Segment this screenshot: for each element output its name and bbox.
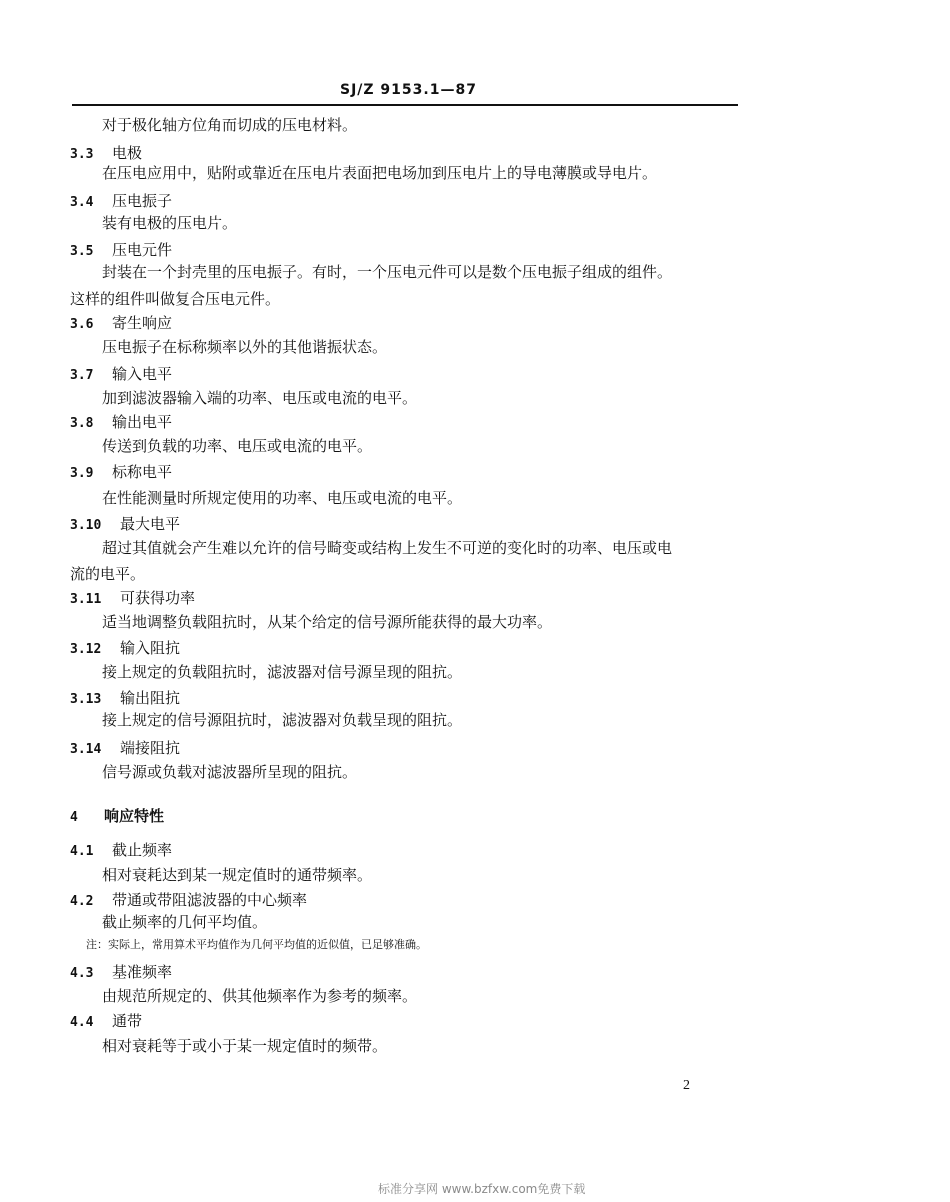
clause-title: 可获得功率 (120, 589, 196, 607)
paragraph-text: 接上规定的负载阻抗时，滤波器对信号源呈现的阻抗。 (102, 663, 463, 681)
clause-title: 输入电平 (112, 365, 173, 383)
paragraph-text: 由规范所规定的、供其他频率作为参考的频率。 (102, 987, 418, 1005)
term-heading (70, 962, 172, 984)
note-text: 注：实际上，常用算术平均值作为几何平均值的近似值，已足够准确。 (86, 938, 427, 951)
paragraph-text: 传送到负载的功率、电压或电流的电平。 (102, 437, 373, 455)
paragraph-text: 在压电应用中，贴附或靠近在压电片表面把电场加到压电片上的导电薄膜或导电片。 (102, 164, 658, 182)
term-heading (70, 364, 172, 386)
clause-title: 响应特性 (104, 807, 165, 825)
clause-title: 寄生响应 (112, 314, 173, 332)
paragraph-text: 加到滤波器输入端的功率、电压或电流的电平。 (102, 389, 418, 407)
clause-title: 基准频率 (112, 963, 173, 981)
clause-number: 3.14 (70, 742, 102, 757)
clause-number: 4.2 (70, 894, 94, 909)
clause-number: 4.3 (70, 966, 94, 981)
clause-title: 标称电平 (112, 463, 173, 481)
paragraph-continuation: 流的电平。 (70, 565, 146, 583)
term-heading (70, 588, 195, 610)
paragraph-text: 装有电极的压电片。 (102, 214, 238, 232)
clause-title: 输入阻抗 (120, 639, 181, 657)
paragraph-text: 超过其值就会产生难以允许的信号畸变或结构上发生不可逆的变化时的功率、电压或电 (102, 539, 673, 557)
clause-title: 压电元件 (112, 241, 173, 259)
clause-number: 3.12 (70, 642, 102, 657)
paragraph-text: 适当地调整负载阻抗时，从某个给定的信号源所能获得的最大功率。 (102, 613, 553, 631)
clause-number: 4 (70, 810, 78, 825)
paragraph-text: 对于极化轴方位角而切成的压电材料。 (102, 116, 358, 134)
clause-title: 输出电平 (112, 413, 173, 431)
header-rule (72, 104, 738, 106)
term-heading (70, 890, 307, 912)
term-heading (70, 638, 180, 660)
term-heading (70, 1011, 142, 1033)
paragraph-text: 相对衰耗达到某一规定值时的通带频率。 (102, 866, 373, 884)
term-heading (70, 462, 172, 484)
term-heading (70, 313, 172, 335)
paragraph-text: 相对衰耗等于或小于某一规定值时的频带。 (102, 1037, 388, 1055)
paragraph-text: 信号源或负载对滤波器所呈现的阻抗。 (102, 763, 358, 781)
clause-number: 3.3 (70, 147, 94, 162)
clause-title: 电极 (112, 144, 143, 162)
clause-number: 4.1 (70, 844, 94, 859)
clause-number: 3.9 (70, 466, 94, 481)
document-code-header: SJ/Z 9153.1—87 (340, 82, 477, 98)
watermark-footer: 标准分享网 www.bzfxw.com免费下载 (378, 1182, 586, 1196)
clause-title: 带通或带阻滤波器的中心频率 (112, 891, 308, 909)
paragraph-text: 封装在一个封壳里的压电振子。有时，一个压电元件可以是数个压电振子组成的组件。 (102, 263, 673, 281)
clause-number: 3.11 (70, 592, 102, 607)
clause-title: 输出阻抗 (120, 689, 181, 707)
clause-title: 最大电平 (120, 515, 181, 533)
term-heading (70, 840, 172, 862)
clause-number: 3.5 (70, 244, 94, 259)
section-heading (70, 806, 164, 828)
clause-number: 3.7 (70, 368, 94, 383)
clause-number: 3.6 (70, 317, 94, 332)
clause-title: 通带 (112, 1012, 143, 1030)
page-number: 2 (683, 1078, 690, 1093)
paragraph-text: 在性能测量时所规定使用的功率、电压或电流的电平。 (102, 489, 463, 507)
clause-number: 3.10 (70, 518, 102, 533)
paragraph-text: 截止频率的几何平均值。 (102, 913, 268, 931)
term-heading (70, 514, 180, 536)
clause-number: 4.4 (70, 1015, 94, 1030)
term-heading (70, 738, 180, 760)
clause-title: 截止频率 (112, 841, 173, 859)
paragraph-continuation: 这样的组件叫做复合压电元件。 (70, 290, 281, 308)
term-heading (70, 688, 180, 710)
clause-title: 压电振子 (112, 192, 173, 210)
term-heading (70, 191, 172, 213)
clause-title: 端接阻抗 (120, 739, 181, 757)
paragraph-text: 压电振子在标称频率以外的其他谐振状态。 (102, 338, 388, 356)
term-heading (70, 240, 172, 262)
clause-number: 3.13 (70, 692, 102, 707)
term-heading (70, 412, 172, 434)
paragraph-text: 接上规定的信号源阻抗时，滤波器对负载呈现的阻抗。 (102, 711, 463, 729)
clause-number: 3.4 (70, 195, 94, 210)
term-heading (70, 143, 142, 165)
clause-number: 3.8 (70, 416, 94, 431)
